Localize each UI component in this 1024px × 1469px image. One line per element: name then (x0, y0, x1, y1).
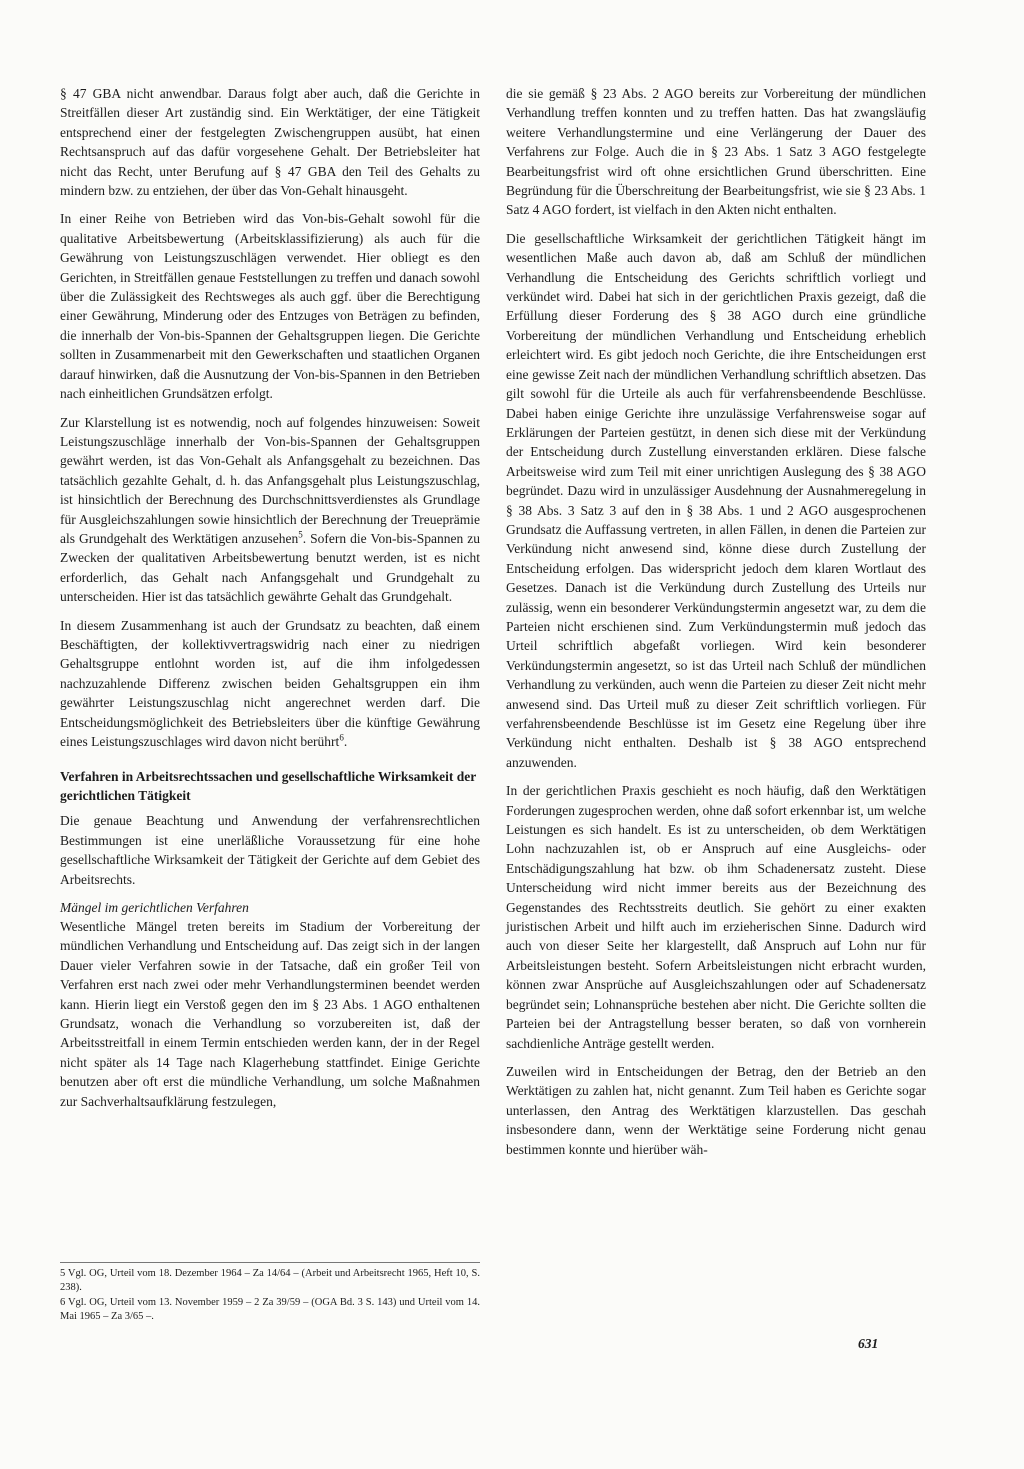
paragraph-text: . Sofern die Von-bis-Spannen zu Zwecken der qualitativen Arbeitsbewertung benutzt werden, ist es nicht erforderlich, das Gehalt nach Anfangsgehalt und Grundgehalt zu unterscheiden. Hier ist das tatsächlich gewährte Gehalt das Grundgehalt. (60, 530, 480, 605)
paragraph: In der gerichtlichen Praxis geschieht es noch häufig, daß den Werktätigen Forderungen zugesprochen werden, ohne daß sofort erkennbar ist, um welche Leistungen es sich handelt. Es ist zu unterscheiden, ob dem Werktätigen Lohn nachzuzahlen ist, ob er Anspruch auf eine Ausgleichs- oder Entschädigungszahlung hat bzw. ob ihm Schadenersatz zusteht. Diese Unterscheidung wird nicht immer bereits aus der Bezeichnung des Gegenstandes des Rechtsstreits deutlich. Sie gehört zu einer exakten juristischen Arbeit und hilft auch im erzieherischen Sinne. Dadurch wird auch von dieser Seite her klargestellt, daß Anspruch auf Lohn nur für Arbeitsleistungen besteht. Sofern Arbeitsleistungen nicht erbracht wurden, können zwar Ansprüche auf Ausgleichszahlungen oder auf Schadenersatz begründet sein; Lohnansprüche bestehen aber nicht. Die Gerichte sollten die Parteien bei der Antragstellung besser beraten, so daß von vornherein sachdienliche Anträge gestellt werden. (506, 783, 926, 1051)
paragraph: Zuweilen wird in Entscheidungen der Betrag, den der Betrieb an den Werktätigen zu zahlen hat, nicht genannt. Zum Teil haben es Gerichte sogar unterlassen, den Antrag des Werktätigen klarzustellen. Das geschah insbesondere dann, wenn der Werktätige seine Forderung nicht genau bestimmen konnte und hierüber wäh- (506, 1063, 926, 1157)
paragraph: Die gesellschaftliche Wirksamkeit der gerichtlichen Tätigkeit hängt im wesentlichen Maße auch davon ab, daß am Schluß der mündlichen Verhandlung die Entscheidung des Gerichts schriftlich vorliegt und verkündet wird. Dabei hat sich in der gerichtlichen Praxis gezeigt, daß die Erfüllung dieser Forderung des § 38 AGO durch eine gründliche Vorbereitung der mündlichen Verhandlung und Entscheidung erheblich erleichtert wird. Es gibt jedoch noch Gerichte, die ihre Entscheidungen erst eine gewisse Zeit nach der mündlichen Verhandlung schriftlich absetzen. Das gilt sowohl für die Urteile als auch für verfahrensbeendende Beschlüsse. Dabei haben einige Gerichte ihre unzulässige Verfahrensweise sogar auf Erklärungen der Parteien gestützt, in denen sich diese mit der Verkündung der Entscheidung durch Zustellung einverstanden erklären. Diese falsche Arbeitsweise wird zum Teil mit einer unrichtigen Auslegung des § 38 AGO begründet. Dazu wird in unzulässiger Ausdehnung der Ausnahmeregelung in § 38 Abs. 3 Satz 3 auf den in § 38 Abs. 1 und 2 AGO ausgesprochenen Grundsatz die Auffassung vertreten, in allen Fällen, in denen die Parteien zur Verkündung nicht anwesend sind, könne diese durch Zustellung der Entscheidung erfolgen. Das widerspricht jedoch dem klaren Wortlaut des Gesetzes. Danach ist die Verkündung durch Zustellung des Urteils nur zulässig, wenn ein besonderer Verkündungstermin angesetzt war, zu dem die Parteien nicht erschienen sind. Zum Verkündungstermin muß jedoch das Urteil schriftlich abgefaßt vorliegen. Wird kein besonderer Verkündungstermin angesetzt, so ist das Urteil nach Schluß der mündlichen Verhandlung zu verkünden, auch wenn die Parteien zu dieser Zeit nicht mehr anwesend sind. Das Urteil muß zu dieser Zeit schriftlich vorliegen. Für verfahrensbeendende Beschlüsse ist im Gesetz eine Regelung über ihre Verkündung nicht enthalten. Deshalb ist § 38 AGO entsprechend anzuwenden. (506, 230, 926, 770)
footnote-6: 6 Vgl. OG, Urteil vom 13. November 1959 – 2 Za 39/59 – (OGA Bd. 3 S. 143) und Urteil vom 14. Mai 1965 – Za 3/65 –. (60, 1297, 480, 1322)
section-heading: Verfahren in Arbeitsrechtssachen und gesellschaftliche Wirksamkeit der gerichtlichen Tätigkeit (60, 769, 477, 804)
paragraph (60, 413, 480, 607)
footnote-5: 5 Vgl. OG, Urteil vom 18. Dezember 1964 – Za 14/64 – (Arbeit und Arbeitsrecht 1965, Heft 10, S. 238). (60, 1268, 480, 1293)
paragraph: In einer Reihe von Betrieben wird das Von-bis-Gehalt sowohl für die qualitative Arbeitsbewertung (Arbeitsklassifizierung) als auch für die Gewährung von Leistungszuschlägen verwendet. Hier obliegt es den Gerichten, in Streitfällen genaue Feststellungen zu treffen und danach sowohl über die Zulässigkeit des Rechtsweges als auch ggf. über die Berechtigung einer Gewährung, Minderung oder des Entzuges von Beträgen zu befinden, die innerhalb der Von-bis-Spannen der Gehaltsgruppen liegen. Die Gerichte sollten in Zusammenarbeit mit den Gewerkschaften und staatlichen Organen darauf hinwirken, daß die Ausnutzung der Von-bis-Spannen in den Betrieben nach einheitlichen Grundsätzen erfolgt. (60, 211, 480, 402)
paragraph (60, 616, 480, 752)
left-column (60, 84, 480, 1120)
paragraph: § 47 GBA nicht anwendbar. Daraus folgt aber auch, daß die Gerichte in Streitfällen dieser Art zuständig sind. Ein Werktätiger, der eine Tätigkeit entsprechend einer der festgelegten Zwischengruppen ausübt, hat einen Rechtsanspruch auf das dafür vorgesehene Gehalt. Der Betriebsleiter hat nicht das Recht, unter Berufung auf § 47 GBA den Teil des Gehalts zu mindern bzw. zu entziehen, der über das Von-Gehalt hinausgeht. (60, 86, 480, 199)
paragraph: Die genaue Beachtung und Anwendung der verfahrensrechtlichen Bestimmungen ist eine unerläßliche Voraussetzung für eine hohe gesellschaftliche Wirksamkeit der Tätigkeit der Gerichte auf dem Gebiet des Arbeitsrechts. (60, 813, 480, 887)
subheading: Mängel im gerichtlichen Verfahren (60, 900, 249, 916)
footnotes (60, 1262, 480, 1325)
paragraph: die sie gemäß § 23 Abs. 2 AGO bereits zur Vorbereitung der mündlichen Verhandlung treffen konnten und zu treffen hatten. Das hat zwangsläufig weitere Verhandlungstermine und eine Verlängerung der Dauer des Verfahrens zur Folge. Auch die in § 23 Abs. 1 Satz 3 AGO festgelegte Bearbeitungsfrist wird oft ohne ersichtlichen Grund überschritten. Eine Begründung für die Überschreitung der Bearbeitungsfrist, wie sie § 23 Abs. 1 Satz 4 AGO fordert, ist vielfach in den Akten nicht enthalten. (506, 86, 926, 218)
right-column (506, 84, 926, 1168)
paragraph: Wesentliche Mängel treten bereits im Stadium der Vorbereitung der mündlichen Verhandlung und Entscheidung auf. Das zeigt sich in der langen Dauer vieler Verfahren sowie in der Tatsache, daß ein großer Teil von Verfahren erst nach zwei oder mehr Verhandlungsterminen beendet werden kann. Hierin liegt ein Verstoß gegen den im § 23 Abs. 1 AGO enthaltenen Grundsatz, wonach die Verhandlung so vorzubereiten ist, daß der Arbeitsstreitfall in einem Termin entschieden werden kann, der in der Regel nicht später als 14 Tage nach Klagerhebung stattfindet. Einige Gerichte benutzen aber oft erst die mündliche Verhandlung, um solche Maßnahmen zur Sachverhaltsaufklärung festzulegen, (60, 919, 480, 1109)
footnote-ref: 6 (339, 732, 344, 743)
footnote-ref: 5 (298, 529, 303, 540)
paragraph-text: In diesem Zusammenhang ist auch der Grundsatz zu beachten, daß einem Beschäftigten, der kollektivvertragswidrig nach einer zu niedrigen Gehaltsgruppe entlohnt worden ist, auf die ihm infolgedessen nachzuzahlende Differenz zwischen beiden Gehaltsgruppen ein ihm gewährter Leistungszuschlag nicht angerechnet werden darf. Die Entscheidungsmöglichkeit des Betriebsleiters über die künftige Gewährung eines Leistungszuschlages wird davon nicht berührt (60, 617, 480, 749)
paragraph-text: . (343, 734, 348, 749)
page-number: 631 (858, 1336, 879, 1351)
paragraph-text: Zur Klarstellung ist es notwendig, noch auf folgendes hinzuweisen: Soweit Leistungszuschläge innerhalb der Von-bis-Spannen der Gehaltsgruppen gewährt werden, ist das Von-Gehalt als Anfangsgehalt zu bezeichnen. Das tatsächlich gezahlte Gehalt, d. h. das Anfangsgehalt plus Leistungszuschlag, ist hinsichtlich der Berechnung des Durchschnittsverdienstes als Grundlage für Ausgleichszahlungen sowie hinsichtlich der Berechnung der Treueprämie als Grundgehalt des Werktätigen anzusehen (60, 414, 480, 546)
